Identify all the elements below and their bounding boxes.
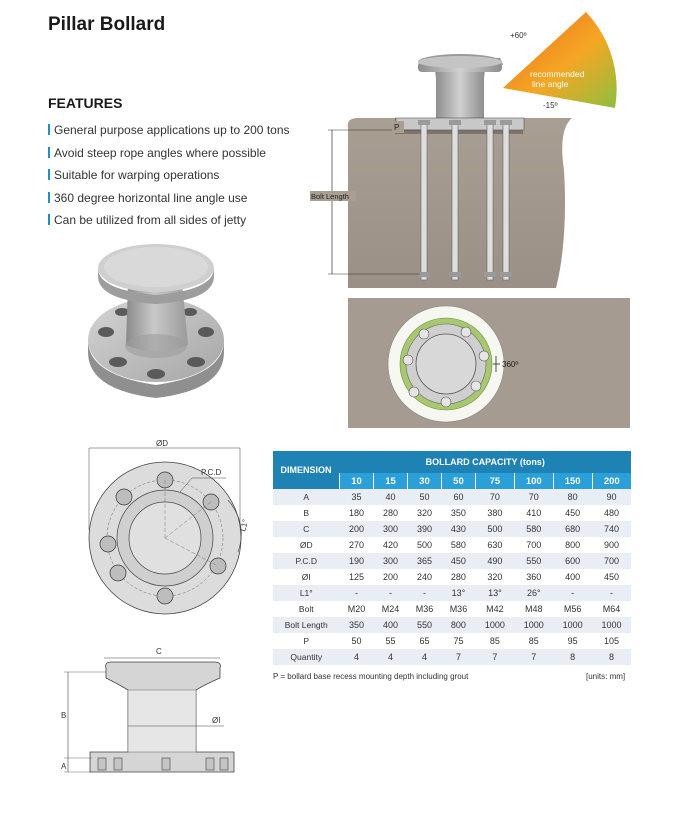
table-cell: 410 <box>526 508 542 518</box>
table-row <box>273 489 631 505</box>
bullet-bar-icon <box>48 124 50 135</box>
table-cell: 40 <box>385 492 396 502</box>
table-row <box>273 537 631 553</box>
table-cell: 105 <box>604 636 620 646</box>
table-cell: 490 <box>487 556 503 566</box>
ol-label: ØI <box>212 716 221 725</box>
table-cell: 13° <box>488 588 502 598</box>
table-cell: 55 <box>385 636 396 646</box>
table-cell: 580 <box>450 540 466 550</box>
table-cell: 800 <box>450 620 466 630</box>
table-cell: 700 <box>604 556 620 566</box>
table-row <box>273 633 631 649</box>
table-cell: 70 <box>489 492 500 502</box>
feature-item: 360 degree horizontal line angle use <box>48 190 290 213</box>
table-cell: 13° <box>451 588 466 598</box>
table-row <box>273 505 631 521</box>
table-cell: M36 <box>449 604 468 614</box>
table-row <box>273 649 631 665</box>
specification-table <box>273 451 631 665</box>
table-cell: 450 <box>604 572 620 582</box>
table-cell: 85 <box>489 636 500 646</box>
table-body <box>273 489 631 665</box>
table-cell: 550 <box>416 620 432 630</box>
dimension-header: DIMENSION <box>273 451 340 489</box>
table-cell: 320 <box>487 572 503 582</box>
table-cell: 80 <box>567 492 578 502</box>
feature-item: Suitable for warping operations <box>48 167 290 190</box>
units-note: [units: mm] <box>586 672 626 681</box>
angle-bottom-label: -15º <box>543 101 558 110</box>
table-cell: 75 <box>453 636 464 646</box>
table-cell: 630 <box>487 540 503 550</box>
top-view-diagram <box>348 298 630 428</box>
table-cell: 8 <box>609 652 615 662</box>
table-cell: 320 <box>416 508 432 518</box>
table-row <box>273 553 631 569</box>
features-heading: FEATURES <box>48 95 123 111</box>
table-cell: 360 <box>526 572 542 582</box>
table-cell: 280 <box>382 508 398 518</box>
a-label: A <box>61 762 67 771</box>
plan-view-drawing <box>80 440 270 620</box>
recommended-label-2: line angle <box>532 79 569 89</box>
table-cell: - <box>610 588 614 598</box>
table-cell: M48 <box>524 604 543 614</box>
features-list <box>48 122 290 235</box>
pcd-label: P.C.D <box>201 468 222 477</box>
p-label: P <box>394 123 400 132</box>
feature-item: Avoid steep rope angles where possible <box>48 145 290 168</box>
table-cell: M64 <box>602 604 621 614</box>
bolt-length-label: Bolt Length <box>311 192 349 201</box>
table-cell: M24 <box>381 604 400 614</box>
row-label: A <box>303 492 310 502</box>
table-cell: 350 <box>450 508 466 518</box>
table-row <box>273 601 631 617</box>
capacity-header: BOLLARD CAPACITY (tons) <box>340 451 632 473</box>
table-cell: 700 <box>526 540 542 550</box>
table-cell: 500 <box>416 540 432 550</box>
table-cell: 400 <box>382 620 398 630</box>
row-label: ØD <box>299 540 313 550</box>
table-row <box>273 521 631 537</box>
c-label: C <box>156 647 162 656</box>
table-cell: 125 <box>348 572 364 582</box>
table-cell: 300 <box>382 524 398 534</box>
installation-diagram <box>300 10 630 295</box>
table-cell: 450 <box>450 556 466 566</box>
table-cell: - <box>422 588 426 598</box>
table-cell: 800 <box>565 540 581 550</box>
b-label: B <box>61 711 67 720</box>
table-cell: 450 <box>565 508 581 518</box>
table-cell: 90 <box>606 492 617 502</box>
table-cell: M36 <box>415 604 434 614</box>
table-cell: 390 <box>416 524 432 534</box>
concrete-section <box>348 118 572 288</box>
table-cell: 190 <box>348 556 364 566</box>
table-cell: 380 <box>487 508 503 518</box>
table-cell: 1000 <box>484 620 505 630</box>
bullet-bar-icon <box>48 192 50 203</box>
table-cell: 280 <box>450 572 466 582</box>
row-label: ØI <box>301 572 311 582</box>
table-row <box>273 569 631 585</box>
table-cell: 50 <box>419 492 430 502</box>
table-cell: 580 <box>526 524 542 534</box>
table-cell: 900 <box>604 540 620 550</box>
table-cell: 1000 <box>523 620 544 630</box>
row-label: P.C.D <box>295 556 318 566</box>
table-cell: 26° <box>526 588 541 598</box>
capacity-row: 10 15 30 50 75 100 150 200 <box>273 473 631 489</box>
row-label: P <box>303 636 310 646</box>
recommended-label-1: recommended <box>530 69 585 79</box>
table-cell: 35 <box>351 492 362 502</box>
table-cell: 365 <box>416 556 432 566</box>
table-cell: 7 <box>531 652 537 662</box>
table-cell: - <box>354 588 358 598</box>
table-cell: 4 <box>421 652 427 662</box>
table-cell: 500 <box>487 524 503 534</box>
table-cell: 740 <box>604 524 620 534</box>
table-cell: 200 <box>348 524 364 534</box>
table-cell: 4 <box>353 652 359 662</box>
row-label: C <box>303 524 310 534</box>
l1-label: L1° <box>238 518 251 533</box>
rotation-label: 360º <box>502 360 519 369</box>
table-cell: M20 <box>347 604 366 614</box>
table-cell: 95 <box>567 636 578 646</box>
table-cell: 200 <box>382 572 398 582</box>
row-label: Quantity <box>290 652 323 662</box>
row-label: B <box>303 508 310 518</box>
table-cell: 240 <box>416 572 432 582</box>
table-cell: 680 <box>565 524 581 534</box>
line-angle-fan <box>503 12 617 108</box>
table-cell: 8 <box>570 652 576 662</box>
feature-item: General purpose applications up to 200 tons <box>48 122 290 145</box>
page-title: Pillar Bollard <box>48 14 166 35</box>
table-cell: 60 <box>453 492 464 502</box>
table-cell: 1000 <box>601 620 622 630</box>
table-cell: 430 <box>450 524 466 534</box>
angle-top-label: +60º <box>510 31 527 40</box>
table-cell: 600 <box>565 556 581 566</box>
table-cell: 270 <box>348 540 364 550</box>
table-note: P = bollard base recess mounting depth including grout <box>273 672 469 681</box>
table-cell: 7 <box>492 652 498 662</box>
table-cell: M56 <box>563 604 582 614</box>
table-cell: 50 <box>351 636 362 646</box>
side-elevation-drawing <box>56 640 256 790</box>
table-cell: 85 <box>528 636 539 646</box>
row-label: Bolt <box>298 604 314 614</box>
table-cell: - <box>571 588 575 598</box>
table-cell: 420 <box>382 540 398 550</box>
bullet-bar-icon <box>48 169 50 180</box>
bullet-bar-icon <box>48 214 50 225</box>
table-row <box>273 617 631 633</box>
table-cell: 480 <box>604 508 620 518</box>
bullet-bar-icon <box>48 147 50 158</box>
bollard-3d-render <box>78 240 238 410</box>
feature-item: Can be utilized from all sides of jetty <box>48 212 290 235</box>
table-cell: 70 <box>528 492 539 502</box>
table-row <box>273 585 631 601</box>
table-cell: 65 <box>419 636 430 646</box>
row-label: L1° <box>299 588 313 598</box>
od-label: ØD <box>156 440 168 448</box>
table-cell: - <box>388 588 392 598</box>
table-cell: 350 <box>348 620 364 630</box>
table-cell: 7 <box>455 652 461 662</box>
table-cell: M42 <box>486 604 504 614</box>
table-cell: 180 <box>348 508 364 518</box>
table-cell: 300 <box>382 556 398 566</box>
table-cell: 4 <box>387 652 393 662</box>
table-cell: 400 <box>565 572 581 582</box>
table-cell: 550 <box>526 556 542 566</box>
row-label: Bolt Length <box>284 620 328 630</box>
table-cell: 1000 <box>562 620 583 630</box>
